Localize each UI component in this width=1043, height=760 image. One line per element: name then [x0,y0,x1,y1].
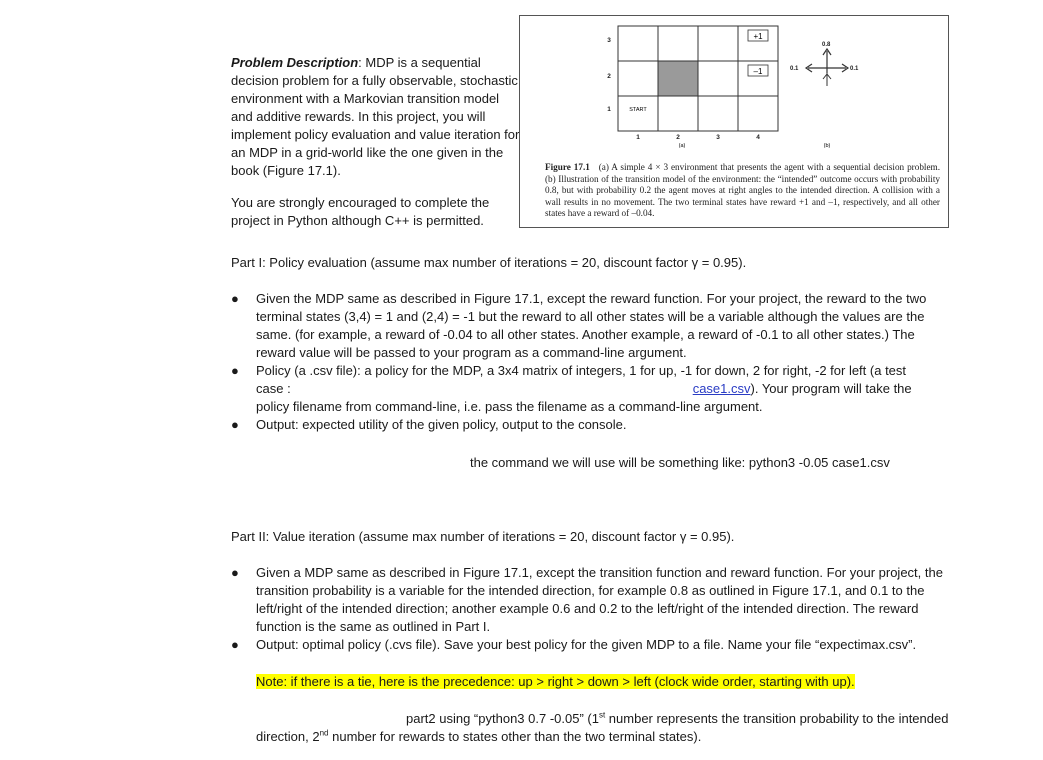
part-1-list [231,290,946,434]
part-2-bullet-2: Output: optimal policy (.cvs file). Save your best policy for the given MDP to a file. Name your file “expectimax.csv”. [256,637,917,652]
part-1-command: the command we will use will be something like: python3 -0.05 case1.csv [470,455,890,470]
part-2-title: Part II: Value iteration (assume max number of iterations = 20, discount factor γ = 0.95). [231,529,735,544]
transition-diagram [806,49,848,86]
part-2-list [231,564,951,654]
final-text-3: number for rewards to states other than the two terminal states). [328,729,702,744]
list-item [231,636,951,654]
col-label-4: 4 [756,134,760,141]
subfigure-b-label: (b) [823,143,831,149]
bullet-icon: ● [231,565,239,580]
row-label-1: 1 [607,106,611,113]
wall-cell [659,62,698,96]
part-1-bullet-2-line-1: Policy (a .csv file): a policy for the MDP, a 3x4 matrix of integers, 1 for up, -1 for down, 2 for right, -2 for left (a test [256,363,907,378]
grid [618,26,778,131]
list-item [231,416,946,434]
bullet-icon: ● [231,417,239,432]
prob-right-label: 0.1 [850,66,859,72]
intro-paragraph-1 [231,54,521,180]
minus-one-label: –1 [753,67,763,76]
part-1-bullet-3: Output: expected utility of the given policy, output to the console. [256,417,627,432]
subfigure-a-label: (a) [678,143,686,149]
part-1-bullet-1: Given the MDP same as described in Figure 17.1, except the reward function. For your project, the reward to the two terminal states (3,4) = 1 and (2,4) = -1 but the reward to all other states will be a variable although the values are the same. (for example, a reward of -0.04 to all other states. Another example, a reward of -0.1 to all other states.) The reward value will be passed to your program as a command-line argument. [256,291,927,360]
col-label-1: 1 [636,134,640,141]
part-1-title: Part I: Policy evaluation (assume max number of iterations = 20, discount factor γ = 0.95). [231,255,747,270]
bullet-icon: ● [231,637,239,652]
sup-st: st [598,710,606,720]
part-1-bullet-2-case: case : [256,381,291,396]
caption-label: Figure 17.1 [545,162,590,172]
start-label: START [629,107,647,113]
final-text-1: part2 using “python3 0.7 -0.05” (1 [406,711,599,726]
part-2-command [256,710,956,746]
problem-description-label: Problem Description [231,55,359,70]
intro-paragraph-2: You are strongly encouraged to complete the project in Python although C++ is permitted. [231,195,490,228]
row-label-3: 3 [607,37,611,44]
case1-csv-link[interactable]: case1.csv [692,381,751,396]
tie-note-highlight: Note: if there is a tie, here is the precedence: up > right > down > left (clock wide order, starting with up). [256,674,855,689]
tie-note [256,673,855,691]
figure-17-1 [519,15,949,228]
list-item [231,564,951,636]
prob-left-label: 0.1 [790,66,799,72]
caption-text: (a) A simple 4 × 3 environment that presents the agent with a sequential decision problem. (b) Illustration of the transition model of the environment: the “intended” outcome occurs with probability 0.8, but with probability 0.2 the agent moves at right angles to the intended direction. A collision with a wall results in no movement. The two terminal states have reward +1 and –1, respectively, and all other states have a reward of –0.04. [545,162,941,218]
list-item [231,290,946,362]
list-item [231,362,946,416]
part-1-bullet-2-line-3: policy filename from command-line, i.e. pass the filename as a command-line argument. [256,399,763,414]
intro-text-1: : MDP is a sequential decision problem for a fully observable, stochastic environment with a Markovian transition model and additive rewards. In this project, you will implement policy evaluation and value iteration for an MDP in a grid-world like the one given in the book (Figure 17.1). [231,55,520,178]
bullet-icon: ● [231,291,239,306]
figure-caption [545,162,940,220]
bullet-icon: ● [231,363,239,378]
row-label-2: 2 [607,73,611,80]
final-text-2: number represents the transition probability to the intended direction, 2 [256,711,949,744]
col-label-2: 2 [676,134,680,141]
col-label-3: 3 [716,134,720,141]
prob-up-label: 0.8 [822,42,831,48]
part-2-bullet-1: Given a MDP same as described in Figure 17.1, except the transition function and reward function. For your project, the transition probability is a variable for the intended direction, for example 0.8 as outlined in Figure 17.1, and 0.1 to the left/right of the intended direction; another example 0.6 and 0.2 to the left/right of the intended direction. The reward function is the same as outlined in Part I. [256,565,943,634]
sup-nd: nd [319,728,329,738]
problem-description [231,54,521,230]
plus-one-label: +1 [753,32,763,41]
part-1-bullet-2-line-2: ). Your program will take the [750,381,912,396]
